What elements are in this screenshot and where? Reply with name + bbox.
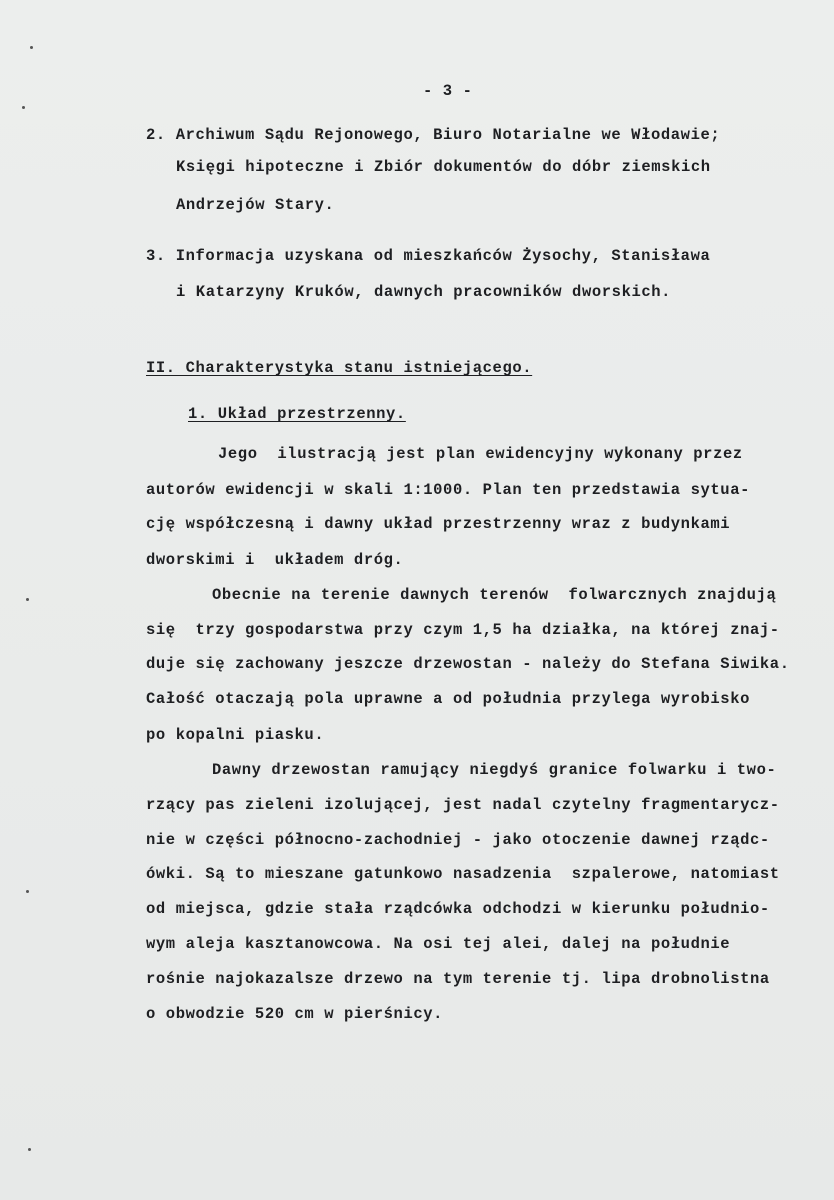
margin-mark xyxy=(28,1148,31,1151)
margin-mark xyxy=(30,46,33,49)
paragraph-2-line-4: Całość otaczają pola uprawne a od południa przylega wyrobisko xyxy=(146,690,750,708)
paragraph-3-line-7: rośnie najokazalsze drzewo na tym terenie tj. lipa drobnolistna xyxy=(146,970,770,988)
paragraph-3-line-8: o obwodzie 520 cm w pierśnicy. xyxy=(146,1005,444,1023)
paragraph-3-line-4: ówki. Są to mieszane gatunkowo nasadzenia szpalerowe, natomiast xyxy=(146,865,780,883)
paragraph-3-line-3: nie w części północno-zachodniej - jako otoczenie dawnej rządc- xyxy=(146,831,770,849)
paragraph-2-line-2: się trzy gospodarstwa przy czym 1,5 ha działka, na której znaj- xyxy=(146,621,780,639)
paragraph-1-line-1: Jego ilustracją jest plan ewidencyjny wykonany przez xyxy=(218,445,743,463)
paragraph-2-line-5: po kopalni piasku. xyxy=(146,726,325,744)
paragraph-1-line-2: autorów ewidencji w skali 1:1000. Plan ten przedstawia sytua- xyxy=(146,481,750,499)
page-number: - 3 - xyxy=(423,82,473,100)
margin-mark xyxy=(26,598,29,601)
section-heading: II. Charakterystyka stanu istniejącego. xyxy=(146,359,533,377)
paragraph-1-line-3: cję współczesną i dawny układ przestrzenny wraz z budynkami xyxy=(146,515,731,533)
margin-mark xyxy=(26,890,29,893)
paragraph-3-line-5: od miejsca, gdzie stała rządcówka odchodzi w kierunku południo- xyxy=(146,900,770,918)
paragraph-1-line-4: dworskimi i układem dróg. xyxy=(146,551,404,569)
source-item-3-line-2: i Katarzyny Kruków, dawnych pracowników dworskich. xyxy=(176,283,672,301)
paragraph-3-line-1: Dawny drzewostan ramujący niegdyś granice folwarku i two- xyxy=(212,761,777,779)
source-item-2-line-1: 2. Archiwum Sądu Rejonowego, Biuro Notarialne we Włodawie; xyxy=(146,126,721,144)
source-item-3-line-1: 3. Informacja uzyskana od mieszkańców Żysochy, Stanisława xyxy=(146,247,711,265)
subsection-heading: 1. Układ przestrzenny. xyxy=(188,405,406,423)
margin-mark xyxy=(22,106,25,109)
paragraph-2-line-1: Obecnie na terenie dawnych terenów folwarcznych znajdują xyxy=(212,586,777,604)
paragraph-2-line-3: duje się zachowany jeszcze drzewostan - należy do Stefana Siwika. xyxy=(146,655,790,673)
paragraph-3-line-6: wym aleja kasztanowcowa. Na osi tej alei, dalej na południe xyxy=(146,935,731,953)
source-item-2-line-3: Andrzejów Stary. xyxy=(176,196,335,214)
paragraph-3-line-2: rzący pas zieleni izolującej, jest nadal czytelny fragmentarycz- xyxy=(146,796,780,814)
source-item-2-line-2: Księgi hipoteczne i Zbiór dokumentów do dóbr ziemskich xyxy=(176,158,711,176)
